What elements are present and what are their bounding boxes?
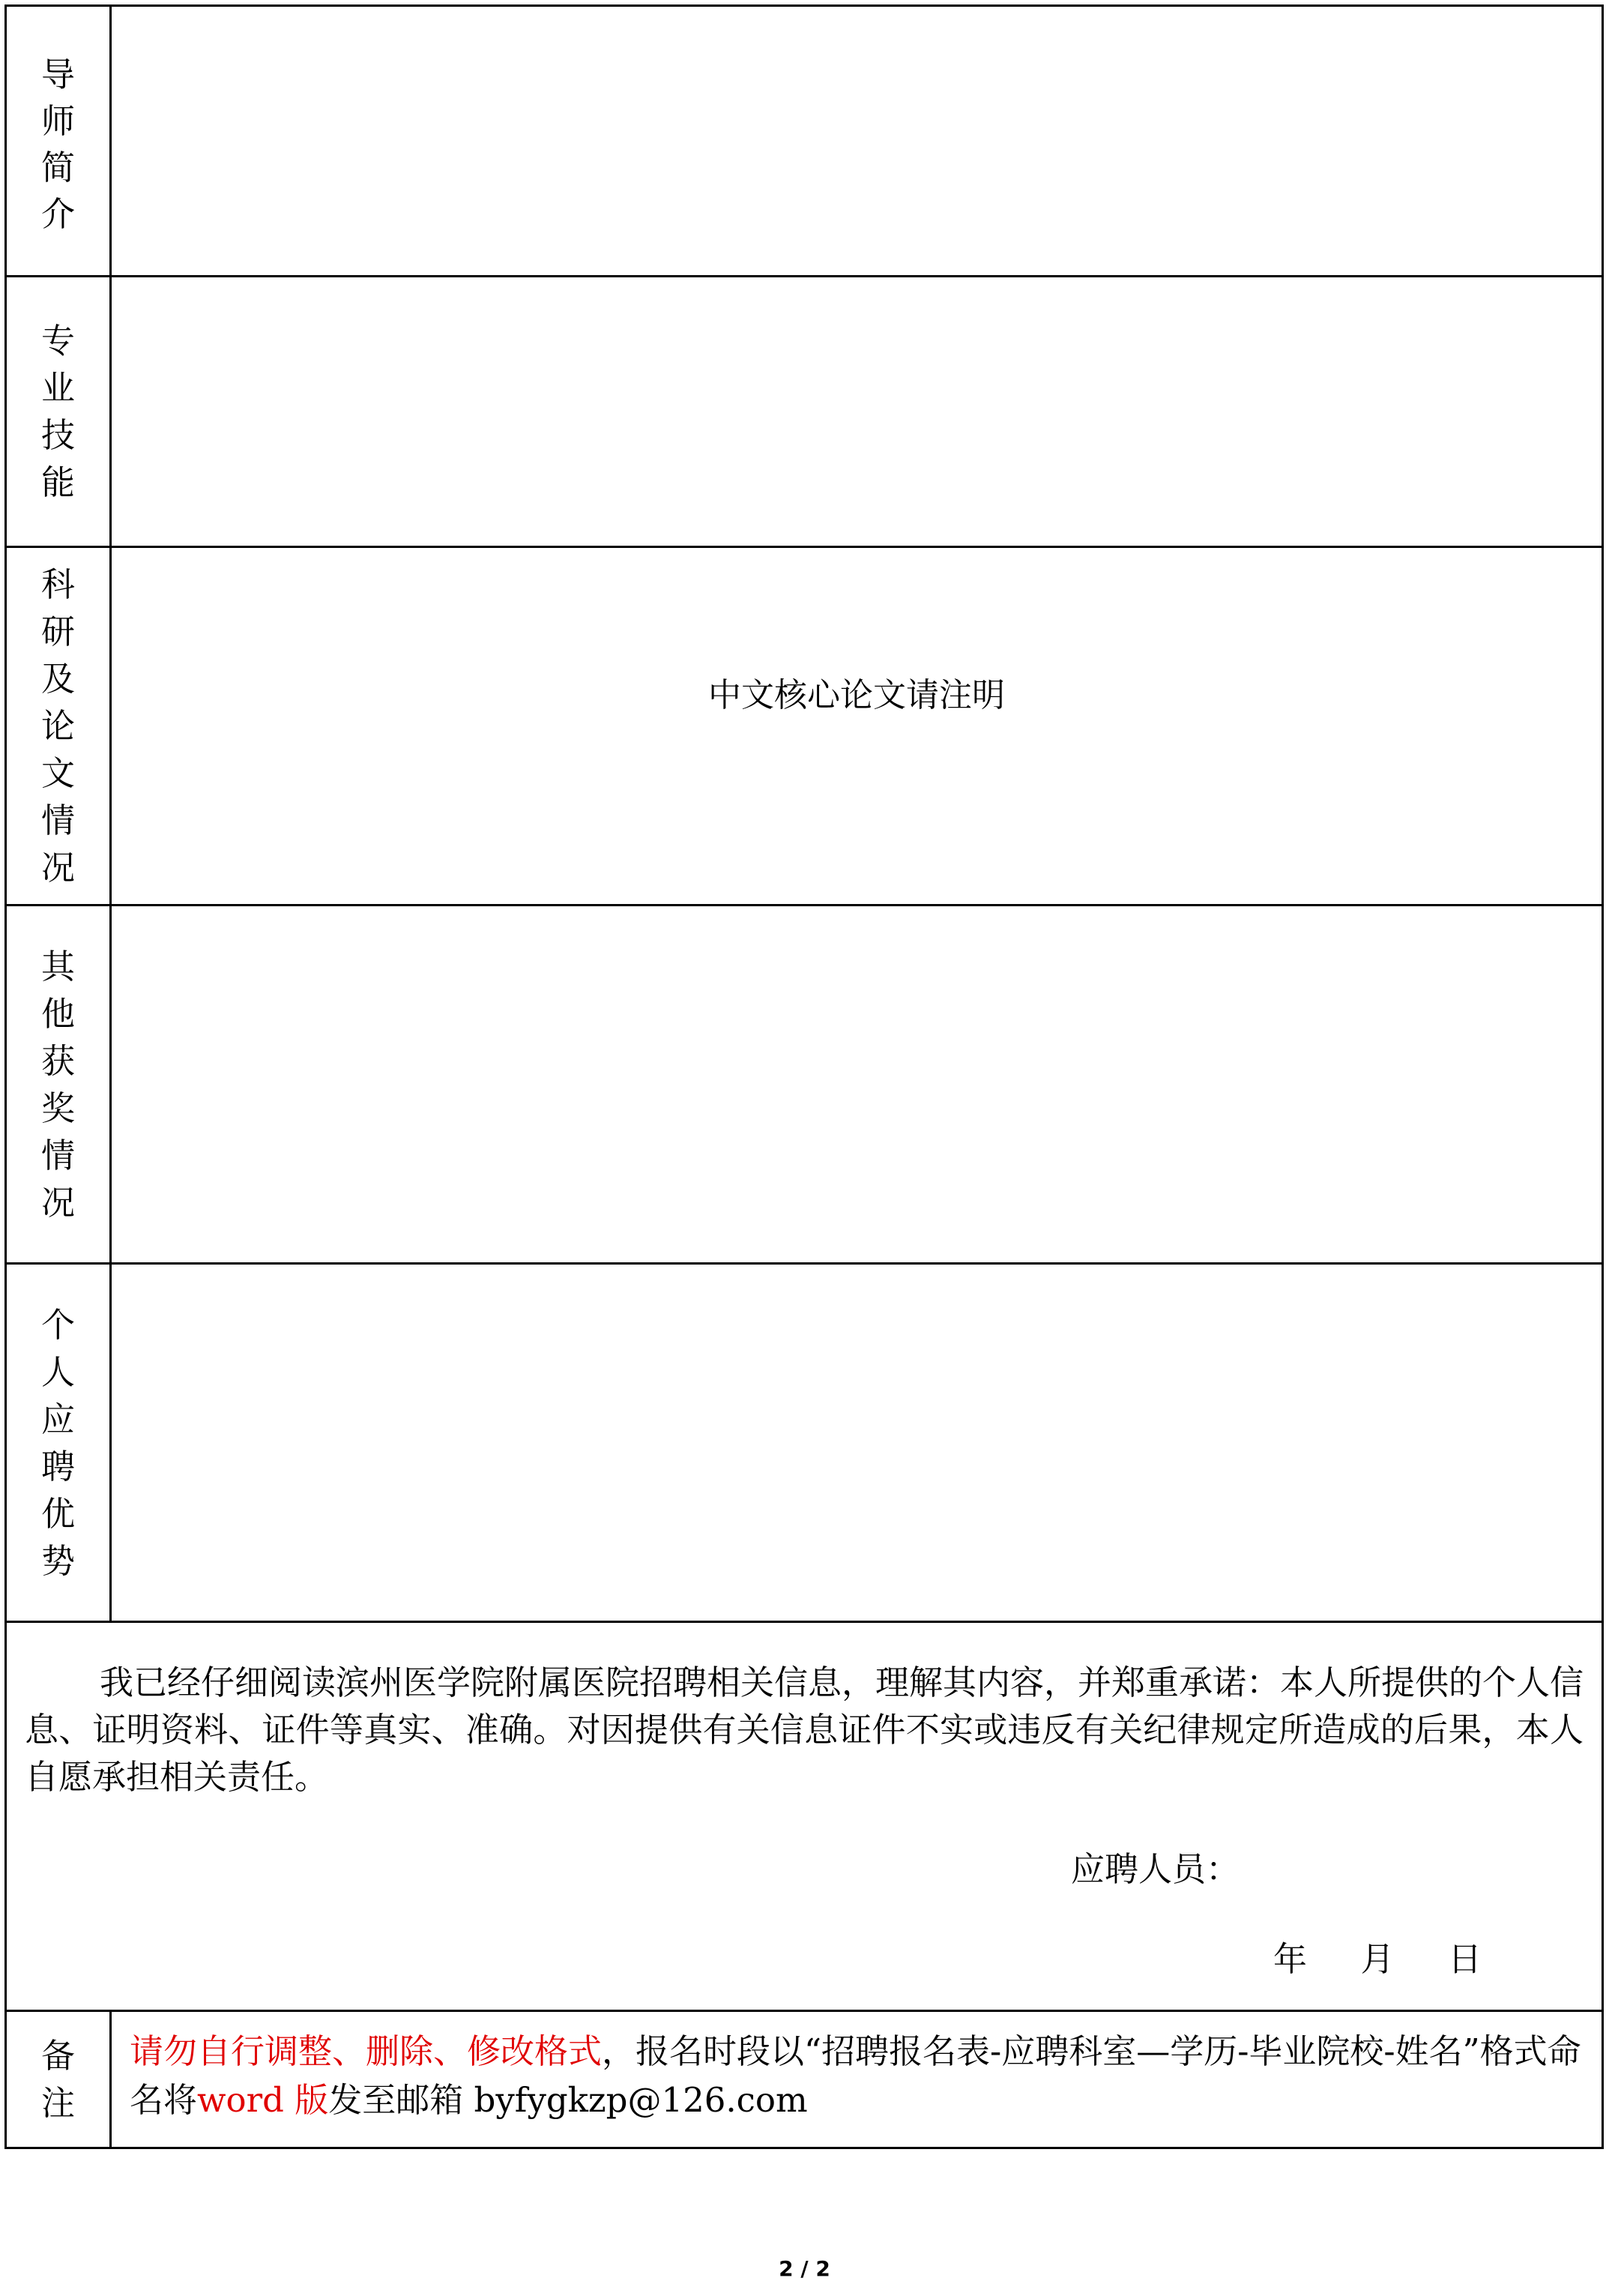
remarks-instruction: ，报名时段以“招聘报名表-应聘科室—学历-毕业院校-姓名”格式命名将 [130,2031,1581,2120]
label-cell [7,548,112,904]
page-number: 2 / 2 [779,2256,830,2281]
remarks-word-version: word 版 [197,2080,329,2120]
row-label-research-papers: 科研及论文情况 [40,564,75,888]
label-cell [7,1265,112,1621]
row-label-advisor-intro: 导师简介 [40,55,75,234]
row-label-other-awards: 其他获奖情况 [40,946,75,1223]
research-papers-note: 中文核心论文请注明 [708,676,1005,714]
label-cell [7,906,112,1262]
date-year: 年 [1273,1939,1308,1979]
row-professional-skills [7,277,1602,548]
personal-advantages-field[interactable] [112,1265,1602,1621]
professional-skills-field[interactable] [112,277,1602,546]
signer-label: 应聘人员： [1071,1849,1240,1889]
date-month: 月 [1360,1939,1395,1979]
row-label-professional-skills: 专业技能 [40,321,75,502]
row-pledge [7,1623,1602,2012]
label-cell [7,2012,112,2147]
application-form-table [4,4,1604,2149]
remarks-cell [112,2012,1602,2147]
pledge-cell [7,1623,1602,2010]
pledge-text: 我已经仔细阅读滨州医学院附属医院招聘相关信息，理解其内容，并郑重承诺：本人所提供的个人信息、证明资料、证件等真实、准确。对因提供有关信息证件不实或违反有关纪律规定所造成的后果，本人自愿承担相关责任。 [25,1663,1584,1797]
advisor-intro-field[interactable] [112,7,1602,275]
date-day: 日 [1448,1939,1482,1979]
row-label-remarks: 备注 [40,2036,75,2123]
date-line [1273,1932,1482,1980]
row-other-awards [7,906,1602,1265]
remarks-warning: 请勿自行调整、删除、修改格式 [130,2031,603,2071]
other-awards-field[interactable] [112,906,1602,1262]
remarks-email: 发至邮箱 byfygkzp@126.com [328,2080,808,2120]
label-cell [7,277,112,546]
remarks-text [130,2027,1584,2124]
label-cell [7,7,112,275]
row-research-papers [7,548,1602,906]
row-personal-advantages [7,1265,1602,1623]
row-label-personal-advantages: 个人应聘优势 [40,1304,75,1581]
row-remarks [7,2012,1602,2147]
row-advisor-intro [7,7,1602,277]
research-papers-field[interactable] [112,548,1602,904]
